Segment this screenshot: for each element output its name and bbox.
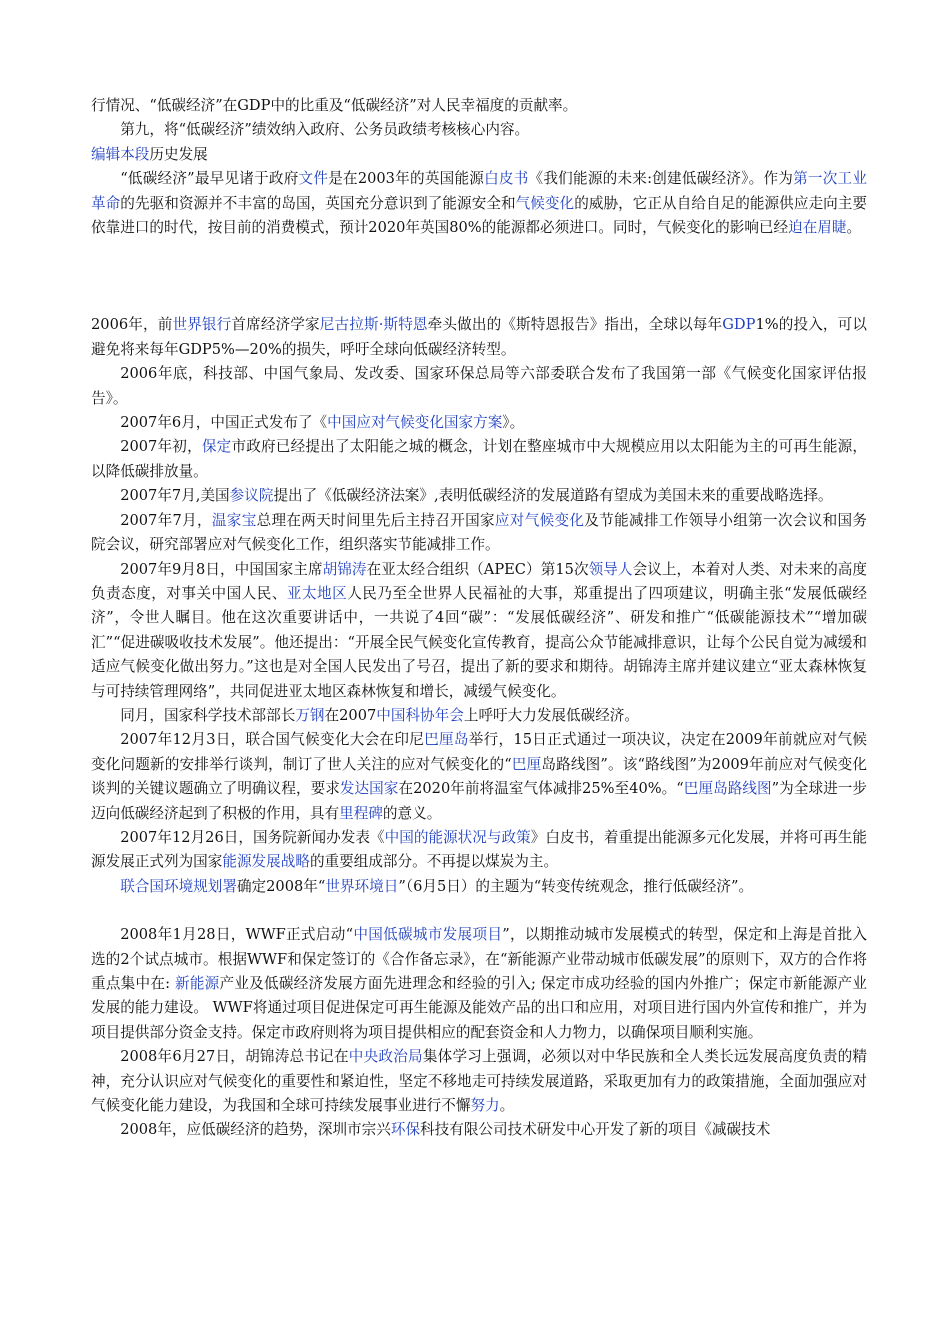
hyperlink[interactable]: 领导人 (588, 560, 633, 578)
hyperlink[interactable]: GDP (722, 316, 756, 334)
paragraph (91, 826, 867, 875)
paragraph (91, 704, 867, 728)
paragraph (91, 923, 867, 1045)
text-run: 2007年12月26日，国务院新闻办发表《 (120, 828, 385, 846)
text-run: 岛路线图”。该“路线图”为2009年前应对气候变化谈判的关键议题确立了明确议程，要求 (91, 755, 867, 798)
hyperlink[interactable]: 世界环境日 (325, 877, 399, 895)
text-run: 的威胁，它正从自给自足的能源供应走向主要依靠进口的时代，按目前的消费模式，预计2020年英国80%的能源都必须进口。同时，气候变化的影响已经 (91, 194, 867, 237)
hyperlink[interactable]: 应对气候变化 (494, 511, 585, 529)
text-run: 1%的投入，可以避免将来每年GDP5%—20%的损失，呼吁全球向低碳经济转型。 (91, 316, 867, 358)
paragraph (91, 558, 867, 704)
text-run: 集体学习上强调，必须以对中华民族和全人类长远发展高度负责的精神，充分认识应对气候变化的重要性和紧迫性，坚定不移地走可持续发展道路，采取更加有力的政策措施，全面加强应对气候变化能力建设，为我国和全球可持续发展事业进行不懈 (91, 1048, 867, 1115)
text-run: 》白皮书，着重提出能源多元化发展，并将可再生能源发展正式列为国家 (91, 828, 867, 871)
paragraph (91, 143, 867, 167)
text-run: ”（6月5日）的主题为“转变传统观念，推行低碳经济”。 (398, 877, 754, 895)
hyperlink[interactable]: 尼古拉斯·斯特恩 (319, 316, 428, 334)
paragraph-gap (91, 899, 867, 923)
text-run: 《我们能源的未来:创建低碳经济》。作为 (528, 170, 794, 188)
paragraph (91, 313, 867, 362)
text-run: 及节能减排工作领导小组第一次会议和国务院会议，研究部署应对气候变化工作，组织落实节能减排工作。 (91, 511, 867, 554)
text-run: 第九，将“低碳经济”绩效纳入政府、公务员政绩考核核心内容。 (120, 121, 530, 139)
hyperlink[interactable]: 发达国家 (339, 780, 399, 798)
text-run: 的意义。 (382, 804, 442, 822)
text-run: 总理在两天时间里先后主持召开国家 (256, 511, 495, 529)
hyperlink[interactable]: 温家宝 (211, 511, 257, 529)
text-run: 2007年9月8日，中国国家主席 (120, 560, 323, 578)
text-run: “低碳经济”最早见诸于政府 (120, 170, 299, 188)
text-run: 行情况、“低碳经济”在GDP中的比重及“低碳经济”对人民幸福度的贡献率。 (91, 97, 578, 114)
text-run: 市政府已经提出了太阳能之城的概念，计划在整座城市中大规模应用以太阳能为主的可再生能源，以降低碳排放量。 (91, 438, 867, 480)
text-run: 的先驱和资源并不丰富的岛国，英国充分意识到了能源安全和 (120, 194, 516, 212)
hyperlink[interactable]: 新能源 (174, 975, 220, 992)
text-run: 提出了《低碳经济法案》,表明低碳经济的发展道路有望成为美国未来的重要战略选择。 (273, 487, 833, 505)
hyperlink[interactable]: 世界银行 (172, 316, 232, 334)
hyperlink[interactable]: 巴厘岛 (424, 731, 469, 749)
hyperlink[interactable]: 能源发展战略 (222, 853, 310, 871)
hyperlink[interactable]: 文件 (298, 170, 329, 188)
text-run: 2008年，应低碳经济的趋势，深圳市宗兴 (120, 1121, 391, 1139)
text-run: 在2007 (324, 706, 377, 724)
hyperlink[interactable]: 亚太地区 (286, 584, 348, 602)
hyperlink[interactable]: 联合国环境规划署 (120, 877, 237, 895)
hyperlink[interactable]: 中央政治局 (348, 1048, 423, 1066)
paragraph (91, 435, 867, 484)
text-run: 是在2003年的英国能源 (328, 170, 485, 188)
text-run: 举行，15日正式通过一项决议，决定在2009年前就应对气候变化问题新的安排举行谈判，制订了世人关注的应对气候变化的“ (91, 731, 867, 773)
text-run: ”，以期推动城市发展模式的转型，保定和上海是首批入选的2个试点城市。根据WWF和保定签订的《合作备忘录》，在“新能源产业带动城市低碳发展”的原则下，双方的合作将重点集中在: (91, 926, 867, 992)
text-run: 首席经济学家 (231, 316, 320, 334)
paragraph (91, 94, 867, 118)
text-run: 牵头做出的《斯特恩报告》指出，全球以每年 (427, 316, 723, 334)
hyperlink[interactable]: 迫在眉睫 (788, 219, 847, 237)
text-run: 2006年，前 (91, 316, 173, 334)
text-run: 历史发展 (149, 145, 208, 163)
text-run: 。 (499, 1097, 515, 1115)
text-run: 在2020年前将温室气体减排25%至40%。“ (398, 780, 684, 798)
text-run: 上呼吁大力发展低碳经济。 (463, 706, 639, 724)
hyperlink[interactable]: 环保 (390, 1121, 421, 1139)
paragraph (91, 362, 867, 411)
hyperlink[interactable]: 中国科协年会 (376, 706, 464, 724)
text-run: 产业及低碳经济发展方面先进理念和经验的引入; 保定市成功经验的国内外推广；保定市新能源产业发展的能力建设。 WWF将通过项目促进保定可再生能源及能效产品的出口和应用，对项目进行国内外宣传和推广，并为项目提供部分资金支持。保定市政府则将为项目提供相应的配套资金和人力物力，以确保项目顺利实施。 (91, 975, 867, 1041)
text-run: 在亚太经合组织（APEC）第15次 (366, 560, 589, 578)
hyperlink[interactable]: 努力 (470, 1097, 500, 1115)
hyperlink[interactable]: 编辑本段 (91, 145, 150, 163)
paragraph (91, 411, 867, 435)
hyperlink[interactable]: 气候变化 (515, 194, 575, 212)
hyperlink[interactable]: 参议院 (229, 487, 274, 505)
hyperlink[interactable]: 中国应对气候变化国家方案 (327, 414, 503, 432)
paragraph (91, 167, 867, 240)
hyperlink[interactable]: 中国的能源状况与政策 (384, 828, 531, 846)
text-run: 2007年初， (120, 438, 202, 456)
hyperlink[interactable]: 保定 (201, 438, 232, 456)
hyperlink[interactable]: 中国低碳城市发展项目 (353, 926, 503, 944)
paragraph-gap (91, 240, 867, 313)
paragraph (91, 1045, 867, 1118)
text-run: 。 (846, 219, 862, 237)
text-run: 科技有限公司技术研发中心开发了新的项目《减碳技术 (420, 1121, 771, 1139)
text-run: 2007年6月，中国正式发布了《 (120, 414, 328, 432)
hyperlink[interactable]: 巴厘 (511, 755, 542, 773)
text-run: 2007年7月,美国 (120, 487, 230, 505)
paragraph (91, 1118, 867, 1142)
text-run: 会议上，本着对人类、对未来的高度负责态度，对事关中国人民、 (91, 560, 867, 602)
text-run: 2007年12月3日，联合国气候变化大会在印尼 (120, 731, 425, 749)
text-run: 2008年6月27日，胡锦涛总书记在 (120, 1048, 349, 1066)
document-page (91, 94, 867, 1143)
paragraph (91, 728, 867, 826)
text-run: 2007年7月， (120, 511, 212, 529)
text-run: 2008年1月28日，WWF正式启动“ (120, 926, 354, 944)
text-run: 同月，国家科学技术部部长 (120, 706, 296, 724)
hyperlink[interactable]: 万钢 (295, 706, 325, 724)
paragraph (91, 509, 867, 558)
hyperlink[interactable]: 胡锦涛 (322, 560, 367, 578)
paragraph (91, 118, 867, 142)
hyperlink[interactable]: 第一次工业革命 (91, 170, 867, 212)
text-run: 确定2008年“ (236, 877, 326, 895)
paragraph (91, 875, 867, 899)
text-run: 2006年底，科技部、中国气象局、发改委、国家环保总局等六部委联合发布了我国第一部《气候变化国家评估报告》。 (91, 365, 867, 407)
text-run: ”为全球进一步迈向低碳经济起到了积极的作用，具有 (91, 780, 867, 822)
paragraph (91, 484, 867, 508)
hyperlink[interactable]: 白皮书 (484, 170, 529, 188)
text-run: 》。 (502, 414, 525, 432)
text-run: 人民乃至全世界人民福祉的大事，郑重提出了四项建议，明确主张“发展低碳经济”，令世人瞩目。他在这次重要讲话中，一共说了4回“碳”：“发展低碳经济”、研发和推广“低碳能源技术”“增加碳汇”“促进碳吸收技术发展”。他还提出：“开展全民气候变化宣传教育，提高公众节能减排意识，让每个公民自觉为减缓和适应气候变化做出努力。”这也是对全国人民发出了号召，提出了新的要求和期待。胡锦涛主席并建议建立“亚太森林恢复与可持续管理网络”，共同促进亚太地区森林恢复和增长，减缓气候变化。 (91, 584, 867, 700)
hyperlink[interactable]: 里程碑 (339, 804, 383, 822)
text-run: 的重要组成部分。不再提以煤炭为主。 (309, 853, 559, 871)
hyperlink[interactable]: 巴厘岛路线图 (683, 780, 772, 798)
